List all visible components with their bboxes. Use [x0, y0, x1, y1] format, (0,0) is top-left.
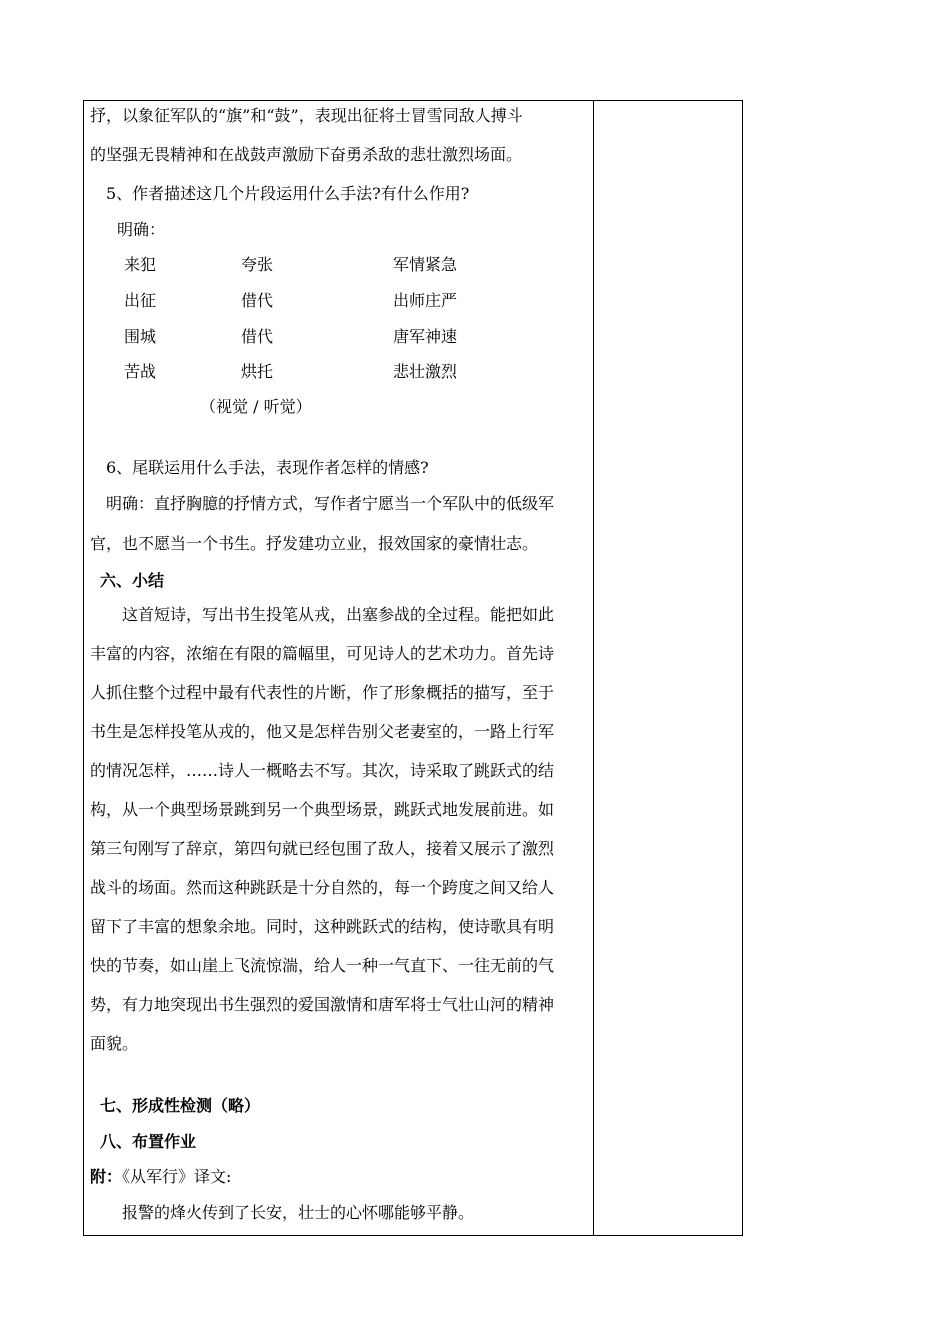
technique-method: 夸张: [241, 255, 274, 274]
section-7-heading: 七、形成性检测（略）: [100, 1096, 261, 1115]
summary-line: 丰富的内容，浓缩在有限的篇幅里，可见诗人的艺术功力。首先诗: [90, 644, 555, 663]
question-6: 6、尾联运用什么手法，表现作者怎样的情感?: [106, 458, 429, 477]
summary-line: 人抓住整个过程中最有代表性的片断，作了形象概括的描写，至于: [90, 683, 555, 702]
technique-effect: 军情紧急: [393, 255, 458, 274]
technique-segment: 出征: [124, 291, 157, 310]
section-8-heading: 八、布置作业: [100, 1132, 197, 1151]
question-5: 5、作者描述这几个片段运用什么手法?有什么作用?: [106, 184, 470, 203]
technique-segment: 来犯: [124, 255, 157, 274]
summary-paragraph: [90, 595, 586, 1063]
technique-effect: 悲壮激烈: [393, 362, 458, 381]
section-6-heading: 六、小结: [100, 571, 165, 590]
translation-line: 报警的烽火传到了长安，壮士的心怀哪能够平静。: [122, 1203, 475, 1222]
technique-segment: 苦战: [124, 362, 157, 381]
summary-line: 第三句刚写了辞京，第四句就已经包围了敌人，接着又展示了激烈: [90, 839, 555, 858]
question-6-answer-line-1: 明确：直抒胸臆的抒情方式，写作者宁愿当一个军队中的低级军: [106, 494, 555, 513]
appendix-label: 附：: [90, 1167, 123, 1186]
summary-line: 留下了丰富的想象余地。同时，这种跳跃式的结构，使诗歌具有明: [90, 917, 555, 936]
technique-note: （视觉 / 听觉）: [200, 397, 312, 416]
question-5-answer-label: 明确：: [117, 220, 166, 239]
summary-line: 的情况怎样，……诗人一概略去不写。其次，诗采取了跳跃式的结: [90, 761, 555, 780]
technique-effect: 出师庄严: [393, 291, 458, 310]
summary-line: 势，有力地突现出书生强烈的爱国激情和唐军将士气壮山河的精神: [90, 995, 555, 1014]
technique-segment: 围城: [124, 327, 157, 346]
technique-method: 借代: [241, 327, 274, 346]
appendix-line: [90, 1167, 231, 1187]
summary-line: 这首短诗，写出书生投笔从戎，出塞参战的全过程。能把如此: [122, 605, 555, 624]
summary-line: 构，从一个典型场景跳到另一个典型场景，跳跃式地发展前进。如: [90, 800, 555, 819]
technique-method: 借代: [241, 291, 274, 310]
technique-method: 烘托: [241, 362, 274, 381]
intro-line-2: 的坚强无畏精神和在战鼓声激励下奋勇杀敌的悲壮激烈场面。: [90, 145, 523, 164]
summary-line: 书生是怎样投笔从戎的，他又是怎样告别父老妻室的，一路上行军: [90, 722, 555, 741]
summary-line: 战斗的场面。然而这种跳跃是十分自然的，每一个跨度之间又给人: [90, 878, 555, 897]
table-column-divider: [593, 100, 594, 1236]
intro-line-1: 抒，以象征军队的“旗”和“鼓”，表现出征将士冒雪同敌人搏斗: [90, 106, 523, 125]
summary-line: 快的节奏，如山崖上飞流惊湍，给人一种一气直下、一往无前的气: [90, 956, 555, 975]
summary-line: 面貌。: [90, 1034, 139, 1053]
question-6-answer-line-2: 官，也不愿当一个书生。抒发建功立业，报效国家的豪情壮志。: [90, 534, 539, 553]
appendix-title: 《从军行》译文:: [122, 1167, 232, 1186]
technique-effect: 唐军神速: [393, 327, 458, 346]
